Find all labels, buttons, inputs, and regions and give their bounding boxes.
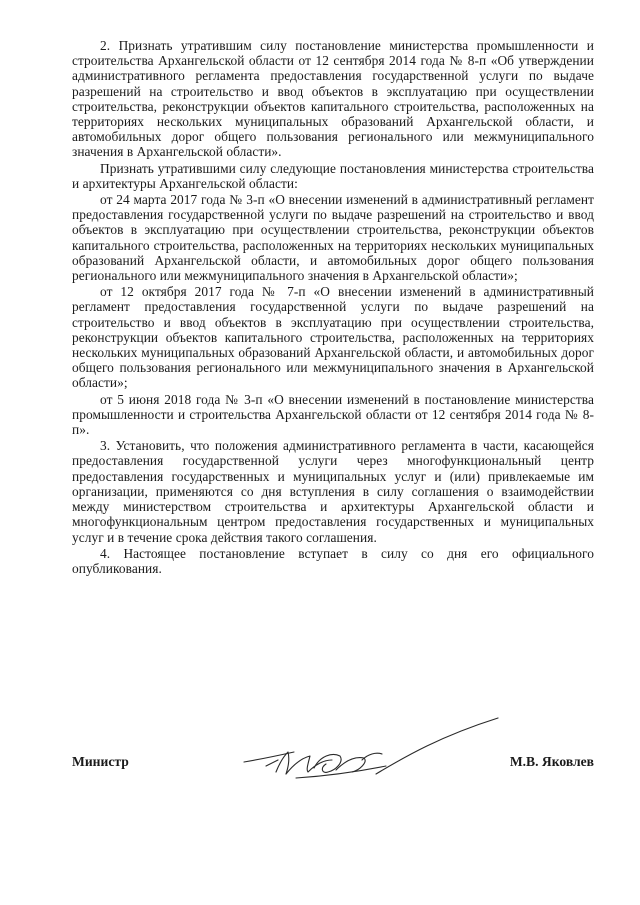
paragraph-repeal-2017-03: от 24 марта 2017 года № 3-п «О внесении изменений в административный регламент предоставления государственной услуги по выдаче разрешений на строительство и ввод объектов в эксплуатацию при осуществлении строительства, реконструкции объектов капитального строительства, расположенных на территориях нескольких муниципальных образований Архангельской области, и автомобильных дорог общего пользования регионального или межмуниципального значения в Архангельской области»; <box>72 192 594 284</box>
signature-block <box>72 754 594 814</box>
paragraph-item-2: 2. Признать утратившим силу постановление министерства промышленности и строительства Архангельской области от 12 сентября 2014 года № 8-п «Об утверждении административного регламента предоставления государственной услуги по выдаче разрешений на строительство и ввод объектов в эксплуатацию при осуществлении строительства, реконструкции объектов капитального строительства, расположенных на территориях нескольких муниципальных образований Архангельской области, и автомобильных дорог общего пользования регионального или межмуниципального значения в Архангельской области». <box>72 38 594 160</box>
paragraph-repeal-2017-10: от 12 октября 2017 года № 7-п «О внесении изменений в административный регламент предоставления государственной услуги по выдаче разрешений на строительство и ввод объектов в эксплуатацию при осуществлении строительства, реконструкции объектов капитального строительства, расположенных на территориях нескольких муниципальных образований Архангельской области, и автомобильных дорог общего пользования регионального или межмуниципального значения в Архангельской области»; <box>72 284 594 391</box>
paragraph-repeal-intro: Признать утратившими силу следующие постановления министерства строительства и архитектуры Архангельской области: <box>72 160 594 191</box>
paragraph-repeal-2018-06: от 5 июня 2018 года № 3-п «О внесении изменений в постановление министерства промышленности и строительства Архангельской области от 12 сентября 2014 года № 8-п». <box>72 391 594 438</box>
paragraph-item-4: 4. Настоящее постановление вступает в силу со дня его официального опубликования. <box>72 545 594 576</box>
signatory-name: М.В. Яковлев <box>509 754 594 769</box>
document-body <box>72 38 594 576</box>
paragraph-item-3: 3. Установить, что положения административного регламента в части, касающейся предоставления государственной услуги через многофункциональный центр предоставления государственных и муниципальных услуг и (или) привлекаемые им организации, применяются со дня вступления в силу соглашения о взаимодействии между министерством строительства и архитектуры Архангельской области и многофункциональным центром предоставления государственных и муниципальных услуг и в течение срока действия такого соглашения. <box>72 438 594 545</box>
signatory-position: Министр <box>72 754 129 769</box>
